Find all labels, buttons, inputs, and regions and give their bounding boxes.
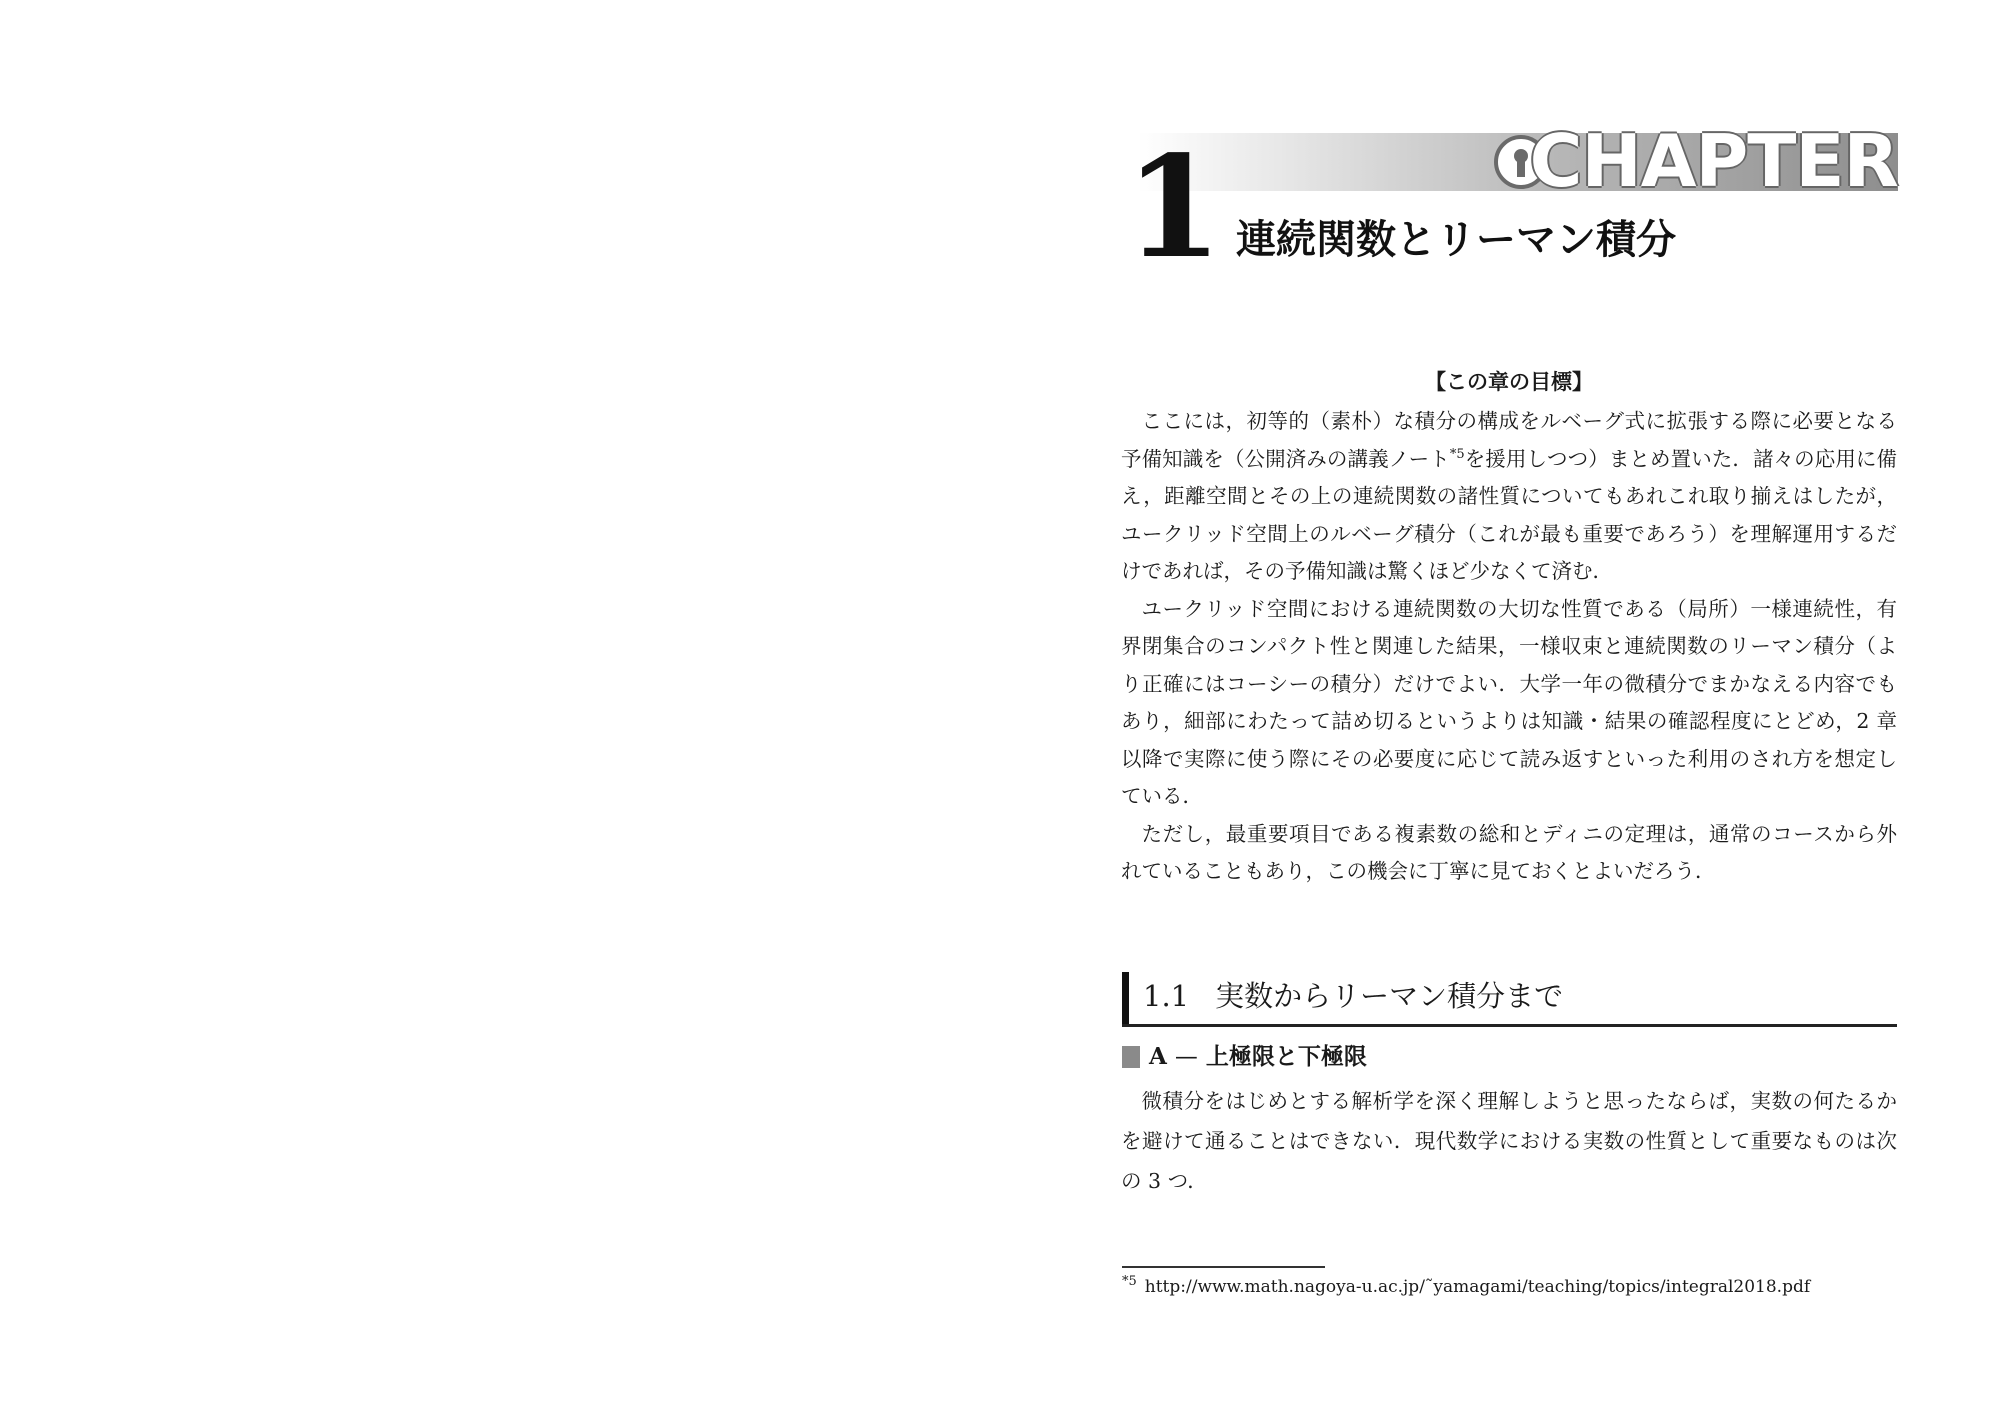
chapter-title: 連続関数とリーマン積分 bbox=[1236, 217, 1676, 263]
body-paragraph-1: 微積分をはじめとする解析学を深く理解しようと思ったならば，実数の何たるかを避けて通ることはできない．現代数学における実数の性質として重要なものは次の 3 つ． bbox=[1121, 1089, 1897, 1193]
subsection-heading: A — 上極限と下極限 bbox=[1149, 1043, 1367, 1070]
section-number: 1.1 bbox=[1143, 979, 1190, 1013]
footnote-rule bbox=[1122, 1266, 1325, 1268]
section-title: 実数からリーマン積分まで bbox=[1215, 979, 1564, 1013]
goals-paragraph-1: ここには，初等的（素朴）な積分の構成をルベーグ式に拡張する際に必要となる予備知識を（公開済みの講義ノート$^{*5}$を援用しつつ）まとめ置いた．諸々の応用に備え，距離空間とその上の連続関数の諸性質についてもあれこれ取り揃えはしたが，ユークリッド空間上のルベーグ積分（これが最も重要であろう）を理解運用するだけであれば，その予備知識は驚くほど少なくて済む． bbox=[1121, 409, 1897, 583]
footnote-reference: *5 bbox=[1449, 446, 1465, 462]
footnote-url[interactable]: http://www.math.nagoya-u.ac.jp/˜yamagami/teaching/topics/integral2018.pdf bbox=[1144, 1277, 1811, 1297]
chapter-number: 1 bbox=[1125, 126, 1223, 290]
subsection-title: 上極限と下極限 bbox=[1205, 1044, 1367, 1070]
section-underline bbox=[1122, 1024, 1897, 1027]
subsection-letter: A bbox=[1149, 1043, 1167, 1070]
section-marker-bar bbox=[1122, 972, 1129, 1024]
section-heading bbox=[1143, 976, 1563, 1016]
subsection-marker bbox=[1122, 1046, 1140, 1068]
footnote bbox=[1122, 1274, 1810, 1300]
goals-paragraph-3: ただし，最重要項目である複素数の総和とディニの定理は，通常のコースから外れていることもあり，この機会に丁寧に見ておくとよいだろう． bbox=[1121, 821, 1897, 883]
goals-text bbox=[1121, 403, 1897, 891]
chapter-banner-word: CHAPTER bbox=[1529, 119, 1898, 203]
body-text bbox=[1121, 1081, 1897, 1201]
goals-paragraph-2: ユークリッド空間における連続関数の大切な性質である（局所）一様連続性，有界閉集合のコンパクト性と関連した結果，一様収束と連続関数のリーマン積分（より正確にはコーシーの積分）だけでよい．大学一年の微積分でまかなえる内容でもあり，細部にわたって詰め切るというよりは知識・結果の確認程度にとどめ，2 章以降で実際に使う際にその必要度に応じて読み返すといった利用のされ方を想定している． bbox=[1121, 596, 1897, 808]
footnote-mark: *5 bbox=[1122, 1274, 1137, 1290]
goals-heading: 【この章の目標】 bbox=[1425, 370, 1593, 394]
